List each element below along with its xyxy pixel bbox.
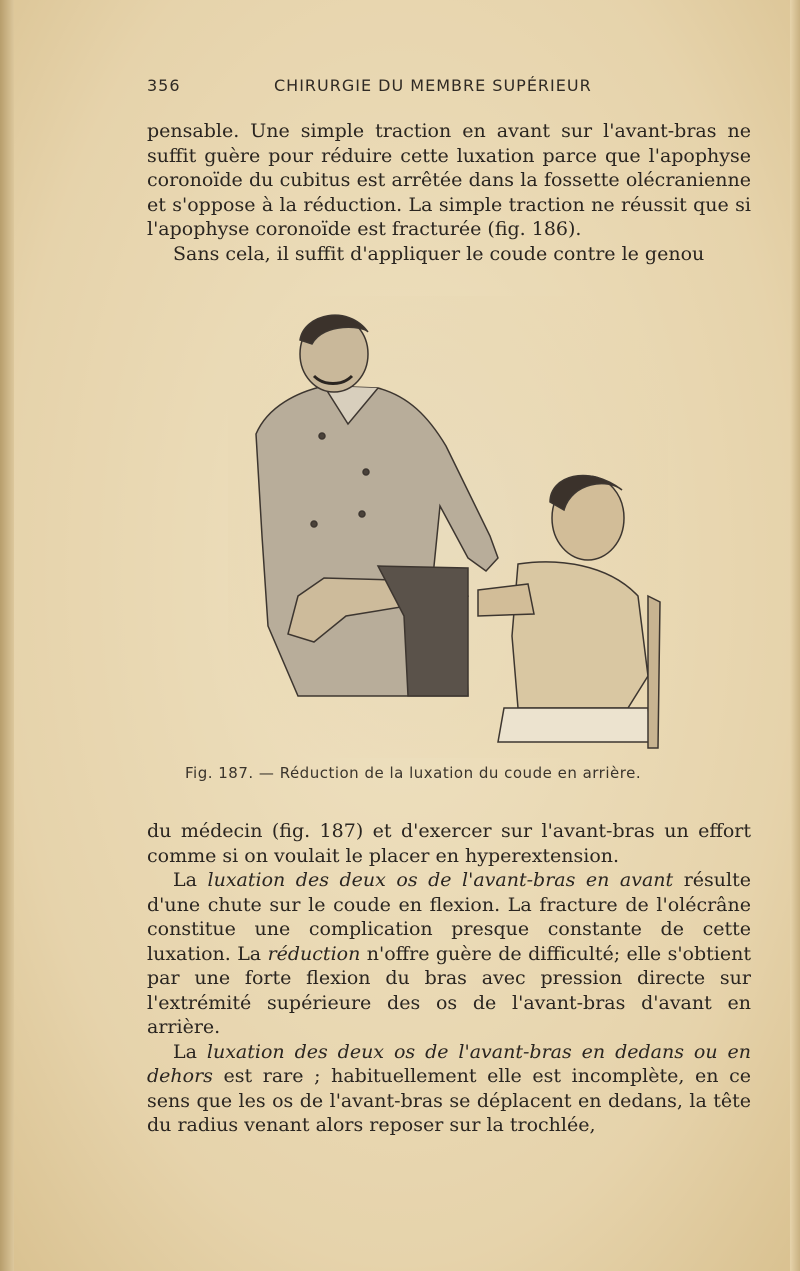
italic-run: réduction — [267, 942, 361, 965]
text-run: résulte d'une chute sur le coude en flexion. La fracture de l'olécrâne constitue une complication presque constante de cette luxation. La — [147, 869, 751, 965]
italic-run: luxation des deux os de l'avant-bras en avant — [207, 869, 674, 891]
page-edge-shadow — [790, 0, 800, 1271]
body-text-bottom — [147, 819, 751, 1138]
paragraph: du médecin (fig. 187) et d'exercer sur l'avant-bras un effort comme si on voulait le placer en hyperextension. — [147, 820, 751, 867]
italic-run: luxation des deux os de l'avant-bras en dedans ou en dehors — [147, 1040, 751, 1087]
page-spine-shadow — [0, 0, 14, 1271]
running-header — [147, 76, 751, 102]
body-text-top — [147, 119, 751, 266]
text-run: n'offre guère de difficulté; elle s'obtient par une forte flexion du bras avec pression directe sur l'extrémité supérieure des os de l'avant-bras d'avant en arrière. — [147, 942, 751, 1038]
figure-caption: Fig. 187. — Réduction de la luxation du coude en arrière. — [185, 764, 642, 782]
text-run: est rare ; habituellement elle est incomplète, en ce sens que les os de l'avant-bras se déplacent en dedans, la tête du radius venant alors reposer sur la trochlée, — [147, 1065, 751, 1136]
running-title: CHIRURGIE DU MEMBRE SUPÉRIEUR — [274, 76, 592, 95]
paragraph — [147, 868, 751, 1040]
paragraph: pensable. Une simple traction en avant sur l'avant-bras ne suffit guère pour réduire cette luxation parce que l'apophyse coronoïde du cubitus est arrêtée dans la fossette olécranienne et s'oppose à la réduction. La simple traction ne réussit que si l'apophyse coronoïde est fracturée (fig. 186). — [147, 120, 751, 240]
paragraph: Sans cela, il suffit d'appliquer le coude contre le genou — [173, 242, 705, 265]
text-run: La — [173, 1040, 197, 1063]
text-run: La — [173, 869, 197, 891]
paragraph — [147, 1040, 751, 1138]
figure-engraving — [228, 296, 668, 758]
page-number: 356 — [147, 76, 181, 95]
